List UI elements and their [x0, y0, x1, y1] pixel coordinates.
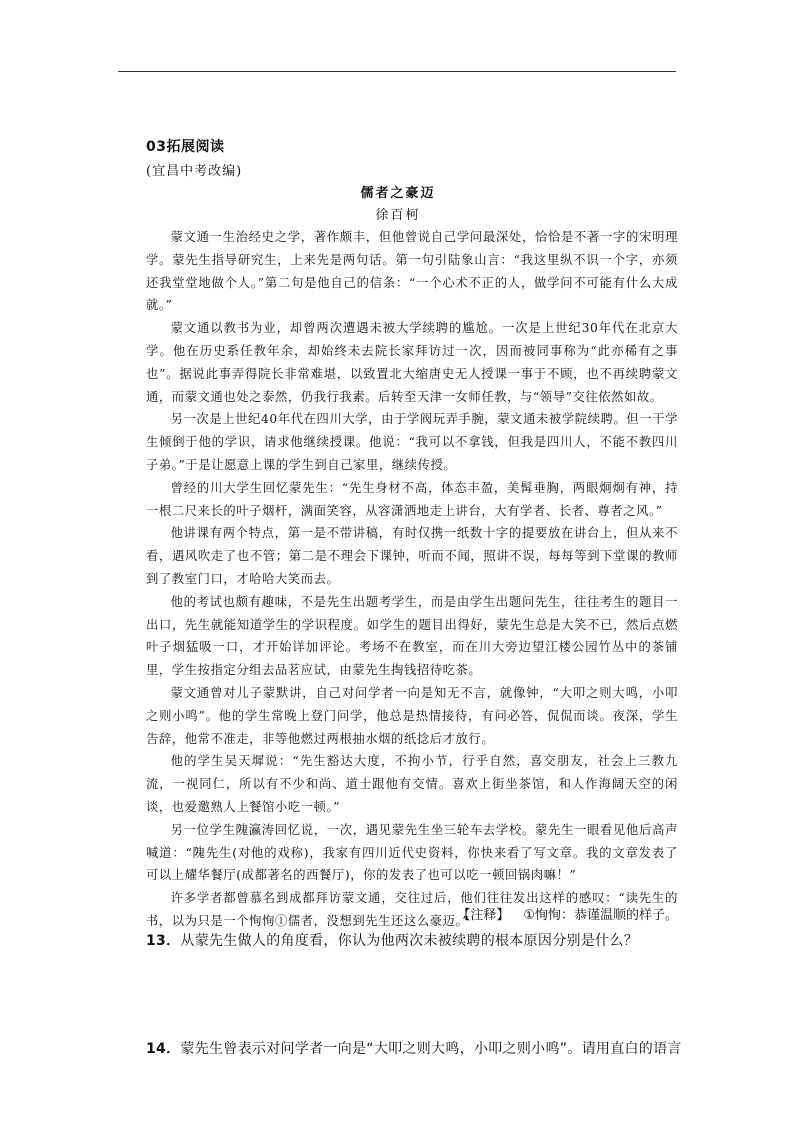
article-title: 儒者之豪迈: [360, 186, 436, 201]
paragraph: 另一次是上世纪40年代在四川大学，由于学阀玩弄手腕，蒙文通未被学院续聘。但一干学生倾倒于他的学识，请求他继续授课。他说：“我可以不拿钱，但我是四川人，不能不教四川子弟。”于是让愿意上课的学生到自己家里，继续传授。: [146, 412, 678, 472]
article-body: [146, 226, 678, 933]
question-text: 从蒙先生做人的角度看，你认为他两次未被续聘的根本原因分别是什么？: [180, 933, 638, 949]
source-note: (宜昌中考改编): [146, 164, 243, 179]
paragraph: 蒙文通以教书为业，却曾两次遭遇未被大学续聘的尴尬。一次是上世纪30年代在北京大学。他在历史系任教年余，却始终未去院长家拜访过一次，因而被同事称为“此亦稀有之事也”。据说此事弄得院长非常难堪，以致置北大缩唐史无人授课一事于不顾，也不再续聘蒙文通，而蒙文通也处之泰然，仍我行我素。后转至天津一女师任教，与“领导”交往依然如故。: [146, 321, 678, 404]
paragraph: 蒙文通一生治经史之学，著作颇丰，但他曾说自己学问最深处，恰恰是不著一字的宋明理学。蒙先生指导研究生，上来先是两句话。第一句引陆象山言：“我这里纵不识一个字，亦须还我堂堂地做个人。”第二句是他自己的信条：“一个心术不正的人，做学问不可能有什么大成就。”: [146, 230, 678, 313]
paragraph: 许多学者都曾慕名到成都拜访蒙文通，交往过后，他们往往发出这样的感叹：“读先生的书，以为只是一个恂恂①儒者，没想到先生还这么豪迈。”: [146, 891, 678, 928]
paragraph: 他的学生吴天墀说：“先生豁达大度，不拘小节，行乎自然，喜交朋友，社会上三教九流，一视同仁，所以有不少和尚、道士跟他有交情。喜欢上街坐茶馆，和人作海阔天空的闲谈，也爱邀熟人上餐馆小吃一顿。”: [146, 754, 678, 814]
paragraph: 另一位学生隗瀛涛回忆说，一次，遇见蒙先生坐三轮车去学校。蒙先生一眼看见他后高声喊道：“隗先生(对他的戏称)，我家有四川近代史资料，你快来看了写文章。我的文章发表了可以上耀华餐厅(成都著名的西餐厅)，你的发表了也可以吃一顿回锅肉嘛！”: [146, 822, 678, 883]
question-number: 14．: [146, 1041, 181, 1057]
question-text: 蒙先生曾表示对问学者一向是“大叩之则大鸣，小叩之则小鸣”。请用直白的语言: [180, 1041, 682, 1057]
header-rule: [118, 71, 676, 72]
footnote: [118, 904, 678, 923]
section-title: 03拓展阅读: [146, 139, 225, 155]
paragraph: 曾经的川大学生回忆蒙先生：“先生身材不高，体态丰盈，美髯垂胸，两眼炯炯有神，持一根二尺来长的叶子烟杆，满面笑容，从容潇洒地走上讲台，大有学者、长者、尊者之风。”: [146, 480, 678, 518]
paragraph: 蒙文通曾对儿子蒙默讲，自己对问学者一向是知无不言，就像钟，“大叩之则大鸣，小叩之则小鸣”。他的学生常晚上登门问学，他总是热情接待，有问必答，侃侃而谈。夜深，学生告辞，他常不准走，非等他燃过两根抽水烟的纸捻后才放行。: [146, 685, 678, 746]
question-14: [146, 1038, 686, 1058]
footnote-text: ①恂恂：恭谨温顺的样子。: [523, 908, 678, 923]
footnote-label: 【注释】: [457, 908, 510, 923]
paragraph: 他讲课有两个特点，第一是不带讲稿，有时仅携一纸数十字的提要放在讲台上，但从来不看，遇风吹走了也不管；第二是不理会下课钟，听而不闻，照讲不误，每每等到下堂课的教师到了教室门口，才哈哈大笑而去。: [146, 526, 678, 586]
article-author: 徐百柯: [375, 208, 421, 223]
question-13: [146, 930, 686, 950]
paragraph: 他的考试也颇有趣味，不是先生出题考学生，而是由学生出题问先生，往往考生的题目一出口，先生就能知道学生的学识程度。如学生的题目出得好，蒙先生总是大笑不已，然后点燃叶子烟猛吸一口，才开始详加评论。考场不在教室，而在川大旁边望江楼公园竹丛中的茶铺里，学生按指定分组去品茗应试，由蒙先生掏钱招待吃茶。: [146, 594, 678, 678]
question-number: 13．: [146, 933, 181, 949]
